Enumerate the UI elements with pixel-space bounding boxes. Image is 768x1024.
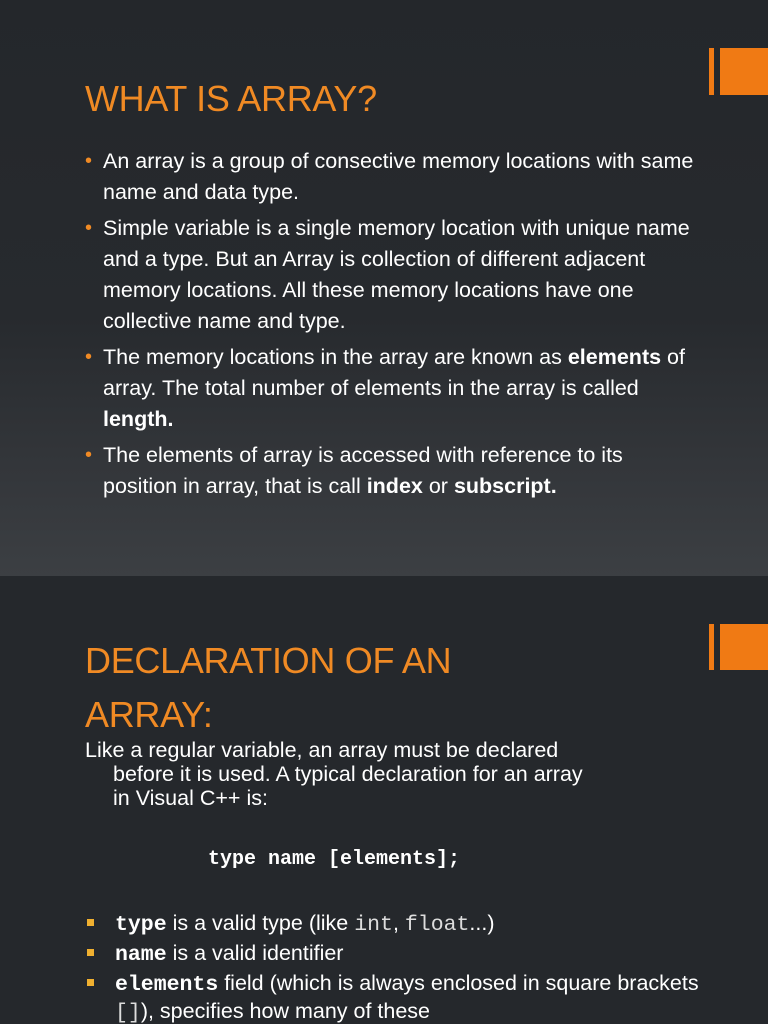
- term-subscript: subscript.: [453, 474, 557, 498]
- bullet-item: [85, 440, 695, 502]
- bullet-dot-icon: •: [85, 444, 93, 466]
- bullet-dot-icon: •: [85, 217, 93, 239]
- definition-text: ), specifies how many of these: [140, 999, 431, 1023]
- code-declaration: type name [elements];: [208, 848, 461, 871]
- accent-bar-thick: [720, 48, 768, 95]
- accent-bar-thick: [720, 624, 768, 670]
- term-index: index: [366, 474, 423, 498]
- definition-text: field (which is always enclosed in square brackets: [218, 971, 699, 995]
- definition-text: is a valid identifier: [166, 941, 344, 965]
- keyword-type: type: [115, 913, 167, 937]
- code-brackets: []: [115, 1001, 141, 1024]
- bullet-text: Simple variable is a single memory location with unique name and a type. But an Array is collection of different adjacent memory locations. All these memory locations have one collective name and type.: [103, 216, 690, 333]
- bullet-text: An array is a group of consective memory locations with same name and data type.: [103, 149, 694, 204]
- code-int: int: [354, 913, 393, 937]
- accent-bar-thin: [709, 624, 714, 670]
- slide-title: WHAT IS ARRAY?: [85, 78, 377, 119]
- square-bullet-icon: [87, 979, 94, 986]
- square-bullet-icon: [87, 919, 94, 926]
- bullet-list: [85, 146, 695, 507]
- bullet-item: [85, 342, 695, 435]
- definition-text: ...): [469, 911, 495, 935]
- bullet-dot-icon: •: [85, 346, 93, 368]
- slide-declaration-of-array: [0, 576, 768, 1024]
- keyword-name: name: [115, 943, 167, 967]
- definition-text: is a valid type (like: [166, 911, 355, 935]
- square-bullet-icon: [87, 949, 94, 956]
- slide-title: [85, 634, 451, 742]
- bullet-dot-icon: •: [85, 150, 93, 172]
- accent-bar-thin: [709, 48, 714, 95]
- intro-line: in Visual C++ is:: [113, 786, 268, 810]
- bullet-item: [85, 146, 695, 208]
- intro-paragraph: [85, 738, 705, 810]
- keyword-elements: elements: [115, 973, 219, 997]
- term-length: length.: [103, 407, 174, 431]
- term-elements: elements: [567, 345, 662, 369]
- bullet-text: The memory locations in the array are known as: [103, 345, 568, 369]
- definition-item: [85, 940, 705, 968]
- bullet-text: or: [422, 474, 454, 498]
- bullet-item: [85, 213, 695, 337]
- bullet-text: The elements of array is accessed with reference to its position in array, that is call: [103, 443, 623, 498]
- intro-line: Like a regular variable, an array must be declared: [85, 738, 559, 762]
- definition-item: [85, 910, 705, 938]
- slide-title-line2: ARRAY:: [85, 694, 213, 735]
- slide-title-line1: DECLARATION OF AN: [85, 640, 452, 681]
- definition-list: [85, 910, 705, 1024]
- code-float: float: [404, 913, 470, 937]
- bullet-text: of array. The total number of elements in the array is called: [103, 345, 685, 400]
- separator: ,: [392, 911, 405, 935]
- definition-item: [85, 970, 705, 1024]
- intro-line: before it is used. A typical declaration for an array: [113, 762, 583, 786]
